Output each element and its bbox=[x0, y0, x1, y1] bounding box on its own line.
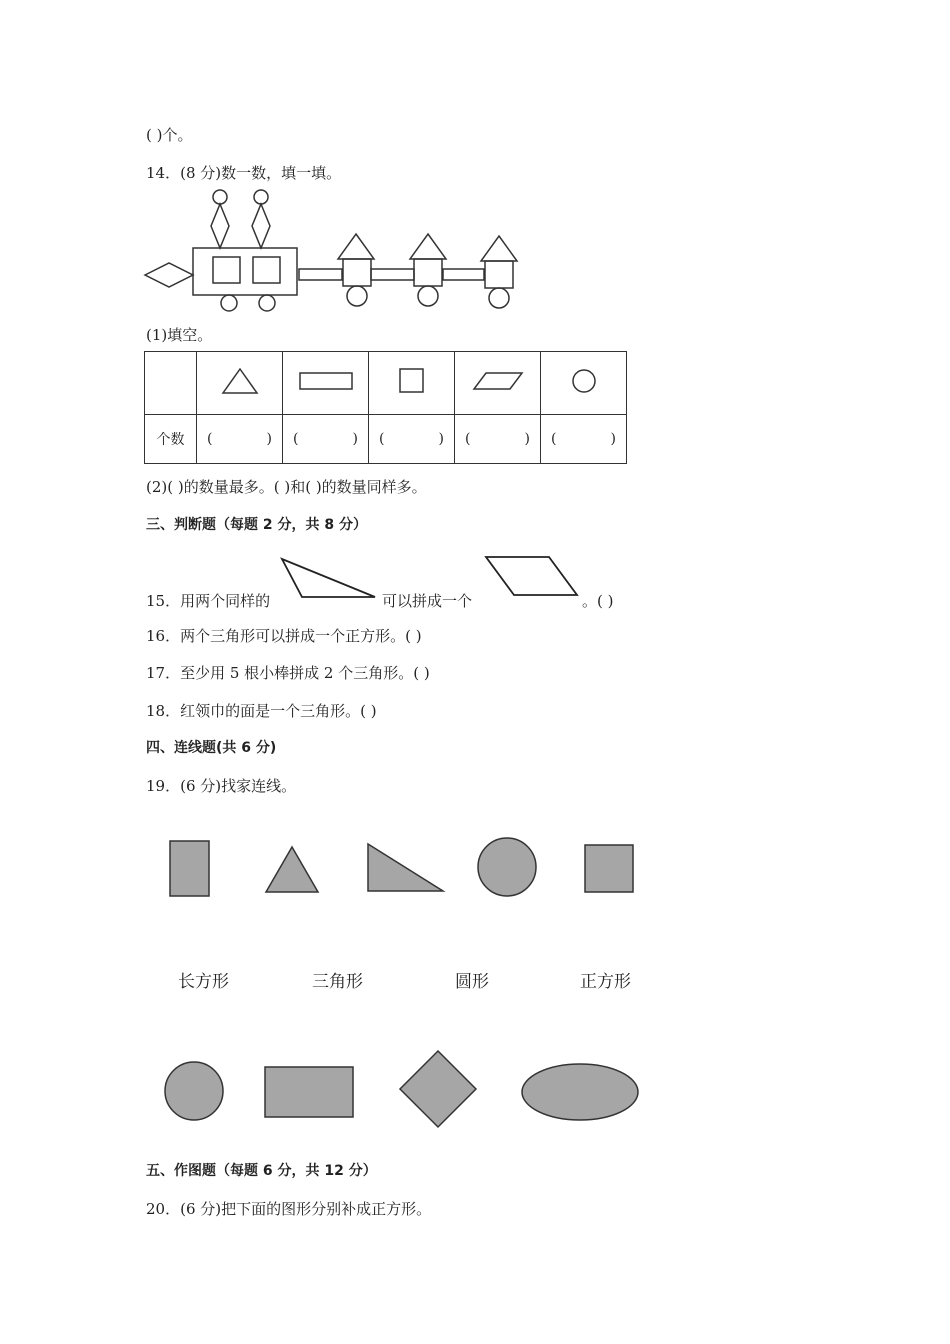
gray-ellipse bbox=[522, 1064, 638, 1120]
q13-tail: ( )个。 bbox=[146, 126, 193, 144]
row-label-count: 个数 bbox=[145, 415, 197, 464]
count-blank-rectangle[interactable]: ( ) bbox=[283, 415, 369, 464]
label-square: 正方形 bbox=[580, 972, 631, 991]
gray-circle bbox=[478, 838, 536, 896]
q15-part-a: 15．用两个同样的 bbox=[146, 592, 271, 610]
section3-heading: 三、判断题（每题 2 分，共 8 分） bbox=[146, 517, 367, 533]
q19: 19．(6 分)找家连线。 bbox=[146, 777, 297, 795]
gray-right-triangle bbox=[368, 844, 443, 891]
gray-rectangle-wide bbox=[265, 1067, 353, 1117]
q18: 18．红领巾的面是一个三角形。( ) bbox=[146, 702, 377, 720]
q14-sub1: (1)填空。 bbox=[146, 326, 213, 344]
count-blank-parallelogram[interactable]: ( ) bbox=[455, 415, 541, 464]
q15-part-c: 。( ) bbox=[582, 592, 614, 610]
section5-heading: 五、作图题（每题 6 分，共 12 分） bbox=[146, 1163, 377, 1179]
count-blank-circle[interactable]: ( ) bbox=[541, 415, 627, 464]
label-triangle: 三角形 bbox=[312, 972, 363, 991]
count-blank-triangle[interactable]: ( ) bbox=[197, 415, 283, 464]
q14-title: 14．(8 分)数一数，填一填。 bbox=[146, 164, 342, 182]
q20: 20．(6 分)把下面的图形分别补成正方形。 bbox=[146, 1200, 432, 1218]
q15-part-b: 可以拼成一个 bbox=[382, 592, 473, 610]
label-rectangle: 长方形 bbox=[178, 972, 229, 991]
section4-heading: 四、连线题(共 6 分) bbox=[146, 740, 277, 756]
count-blank-square[interactable]: ( ) bbox=[369, 415, 455, 464]
q16: 16．两个三角形可以拼成一个正方形。( ) bbox=[146, 627, 422, 645]
gray-circle-bottom bbox=[165, 1062, 223, 1120]
q14-sub2: (2)( )的数量最多。( )和( )的数量同样多。 bbox=[146, 478, 427, 496]
gray-triangle bbox=[266, 847, 318, 892]
gray-diamond-square bbox=[400, 1051, 476, 1127]
label-circle: 圆形 bbox=[455, 972, 489, 991]
gray-square bbox=[585, 845, 633, 892]
q17: 17．至少用 5 根小棒拼成 2 个三角形。( ) bbox=[146, 664, 430, 682]
gray-rectangle-upright bbox=[170, 841, 209, 896]
